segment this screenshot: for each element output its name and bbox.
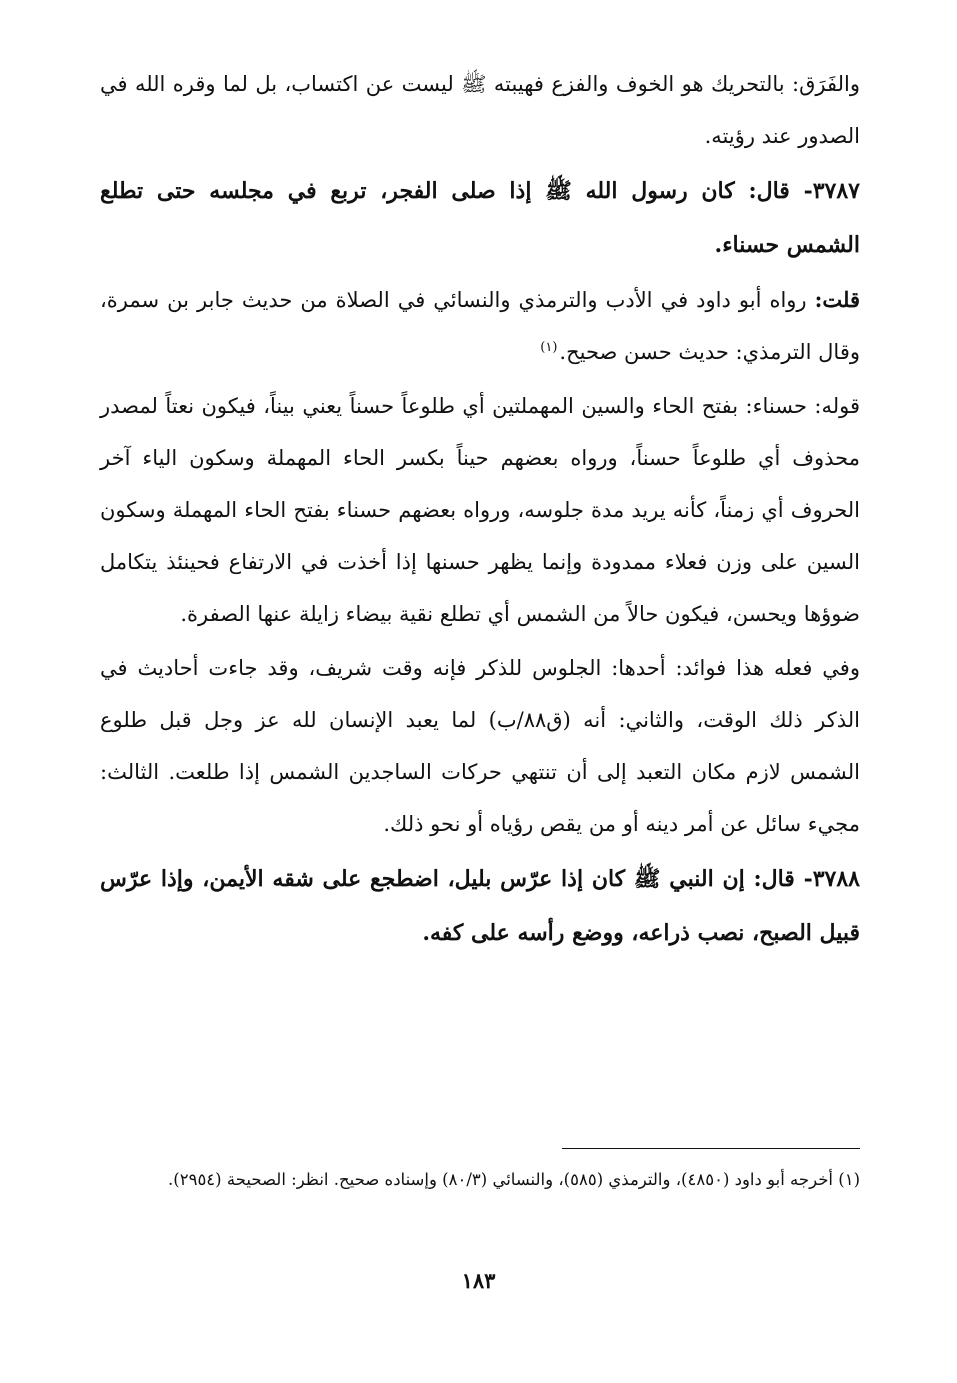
paragraph-text: قوله: حسناء: بفتح الحاء والسين المهملتين أي طلوعاً حسناً يعني بيناً، فيكون نعتاً لمصدر محذوف أي طلوعاً حسناً، ورواه بعضهم حيناً بكسر الحاء المهملة وسكون الياء آخر الحروف أي زمناً، كأنه يريد مدة جلوسه، ورواه بعضهم حسناء بفتح الحاء المهملة وسكون السين على وزن فعلاء ممدودة وإنما يظهر حسنها إذا أخذت في الارتفاع فحينئذ يتكامل ضوؤها ويحسن، فيكون حالاً من الشمس أي تطلع نقية بيضاء زايلة عنها الصفرة. bbox=[100, 394, 860, 626]
footnote: (١) أخرجه أبو داود (٤٨٥٠)، والترمذي (٥٨٥)، والنسائي (٨٠/٣) وإسناده صحيح. انظر: الصحيحة (٢٩٥٤). bbox=[168, 1170, 860, 1189]
paragraph-explanation-faraq bbox=[100, 58, 860, 162]
footnote-divider bbox=[562, 1148, 860, 1149]
hadith-3787 bbox=[100, 164, 860, 272]
paragraph-text: رواه أبو داود في الأدب والترمذي والنسائي في الصلاة من حديث جابر بن سمرة، وقال الترمذي: حديث حسن صحيح. bbox=[100, 288, 860, 364]
paragraph-text: وفي فعله هذا فوائد: أحدها: الجلوس للذكر فإنه وقت شريف، وقد جاءت أحاديث في الذكر ذلك الوقت، والثاني: أنه (ق٨٨/ب) لما يعبد الإنسان لله عز وجل قبل طلوع الشمس لازم مكان التعبد إلى أن تنتهي حركات الساجدين الشمس إذا طلعت. الثالث: مجيء سائل عن أمر دينه أو من يقص رؤياه أو نحو ذلك. bbox=[100, 656, 861, 836]
page-number: ١٨٣ bbox=[461, 1268, 496, 1293]
hadith-3788 bbox=[100, 852, 860, 960]
hadith-text: ٣٧٨٨- قال: إن النبي ﷺ كان إذا عرّس بليل، اضطجع على شقه الأيمن، وإذا عرّس قبيل الصبح، نصب ذراعه، ووضع رأسه على كفه. bbox=[100, 866, 860, 946]
paragraph-lead: قلت: bbox=[814, 287, 860, 312]
paragraph-qultu bbox=[100, 274, 860, 378]
footnote-reference[interactable]: (١) bbox=[540, 340, 558, 355]
paragraph-hasnaa-explanation bbox=[100, 380, 860, 640]
paragraph-text: والفَرَق: بالتحريك هو الخوف والفزع فهيبته ﷺ ليست عن اكتساب، بل لما وقره الله في الصدور عند رؤيته. bbox=[100, 72, 860, 148]
page-body bbox=[100, 58, 860, 960]
hadith-text: ٣٧٨٧- قال: كان رسول الله ﷺ إذا صلى الفجر، تربع في مجلسه حتى تطلع الشمس حسناء. bbox=[100, 178, 860, 258]
paragraph-benefits bbox=[100, 642, 860, 850]
